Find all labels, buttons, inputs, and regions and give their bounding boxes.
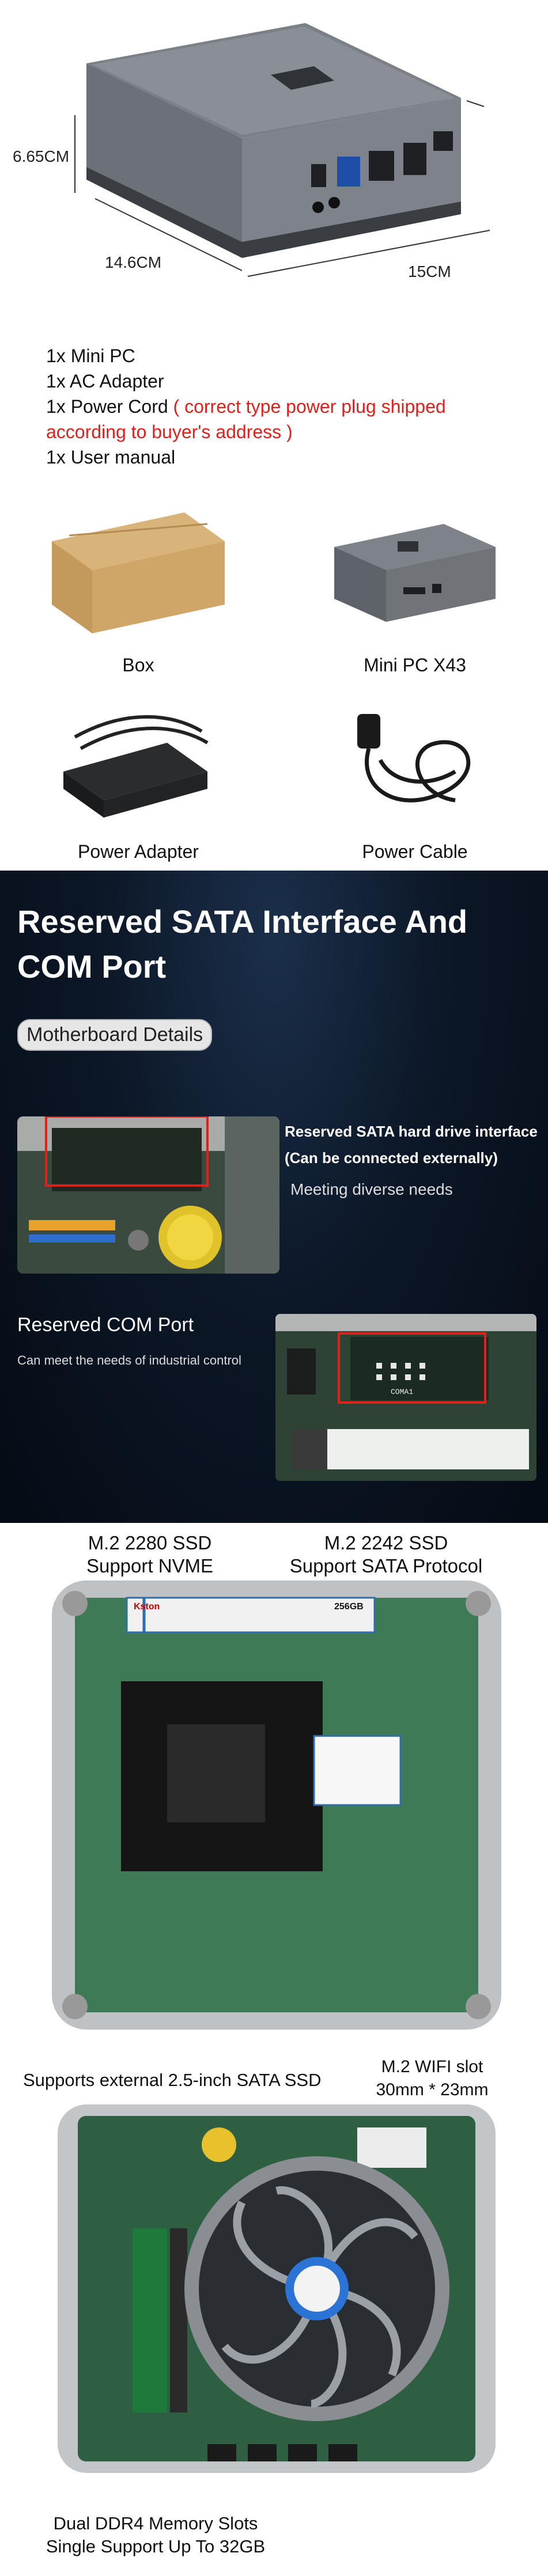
sata-label-1: Reserved SATA hard drive interface	[285, 1123, 538, 1140]
ssd-capacity-text: 256GB	[334, 1602, 364, 1612]
width-dimension: 15CM	[408, 263, 451, 280]
wifi-label	[357, 2056, 507, 2102]
minipc-caption: Mini PC X43	[364, 655, 466, 675]
powercord-note-cont: according to buyer's address )	[46, 421, 293, 442]
sata-section-title	[17, 899, 467, 989]
sata-board-image	[17, 1116, 279, 1274]
ram-board-image	[58, 2104, 496, 2473]
wifi-label-line1: M.2 WIFI slot	[381, 2057, 483, 2076]
ram-board-section	[0, 2035, 548, 2576]
ddr-label	[35, 2512, 277, 2558]
mini-pc-dimension-image	[0, 0, 548, 322]
sata-ssd-label-line1: M.2 2242 SSD	[324, 1532, 448, 1553]
package-item-powercord	[46, 394, 530, 419]
motherboard-details-badge: Motherboard Details	[17, 1019, 212, 1051]
package-contents-list	[46, 343, 530, 470]
com-board-image	[275, 1314, 536, 1481]
nvme-label-line1: M.2 2280 SSD	[88, 1532, 212, 1553]
package-items-grid	[0, 489, 548, 869]
item-adapter	[35, 702, 242, 869]
depth-dimension: 14.6CM	[105, 253, 162, 271]
sata-ssd-label	[282, 1532, 490, 1578]
com-desc: Can meet the needs of industrial control	[17, 1353, 241, 1367]
ssd-board-section	[0, 1523, 548, 2035]
wifi-label-line2: 30mm * 23mm	[376, 2080, 489, 2099]
cable-image	[311, 702, 519, 829]
sata-title-line1: Reserved SATA Interface And	[17, 903, 468, 940]
sata-label-2: (Can be connected externally)	[285, 1149, 498, 1167]
sata-label-3: Meeting diverse needs	[290, 1180, 453, 1198]
product-dimensions-section	[0, 0, 548, 322]
sata-com-section	[0, 871, 548, 1523]
box-image	[35, 501, 242, 645]
ssd-board-image	[52, 1580, 501, 2030]
com-title: Reserved COM Port	[17, 1314, 194, 1336]
box-caption: Box	[122, 655, 154, 675]
adapter-caption: Power Adapter	[78, 841, 199, 862]
package-item-adapter: 1x AC Adapter	[46, 371, 164, 392]
item-box	[35, 501, 242, 685]
item-minipc	[311, 512, 519, 685]
ddr-label-line1: Dual DDR4 Memory Slots	[53, 2513, 258, 2533]
sata-ext-label: Supports external 2.5-inch SATA SSD	[23, 2070, 322, 2090]
powercord-note: ( correct type power plug shipped	[173, 396, 446, 417]
ssd-brand-text: Kston	[134, 1602, 160, 1612]
com-silk-label: COMA1	[391, 1388, 414, 1396]
ddr-label-line2: Single Support Up To 32GB	[46, 2536, 266, 2556]
package-item-manual: 1x User manual	[46, 447, 176, 468]
adapter-image	[35, 702, 242, 823]
package-item-minipc: 1x Mini PC	[46, 345, 135, 366]
item-cable	[311, 702, 519, 869]
minipc-image	[311, 512, 519, 645]
powercord-label: 1x Power Cord	[46, 396, 173, 417]
sata-ssd-label-line2: Support SATA Protocol	[289, 1555, 483, 1576]
nvme-label-line2: Support NVME	[86, 1555, 214, 1576]
sata-title-line2: COM Port	[17, 948, 167, 985]
height-dimension: 6.65CM	[13, 147, 70, 165]
cable-caption: Power Cable	[362, 841, 468, 862]
